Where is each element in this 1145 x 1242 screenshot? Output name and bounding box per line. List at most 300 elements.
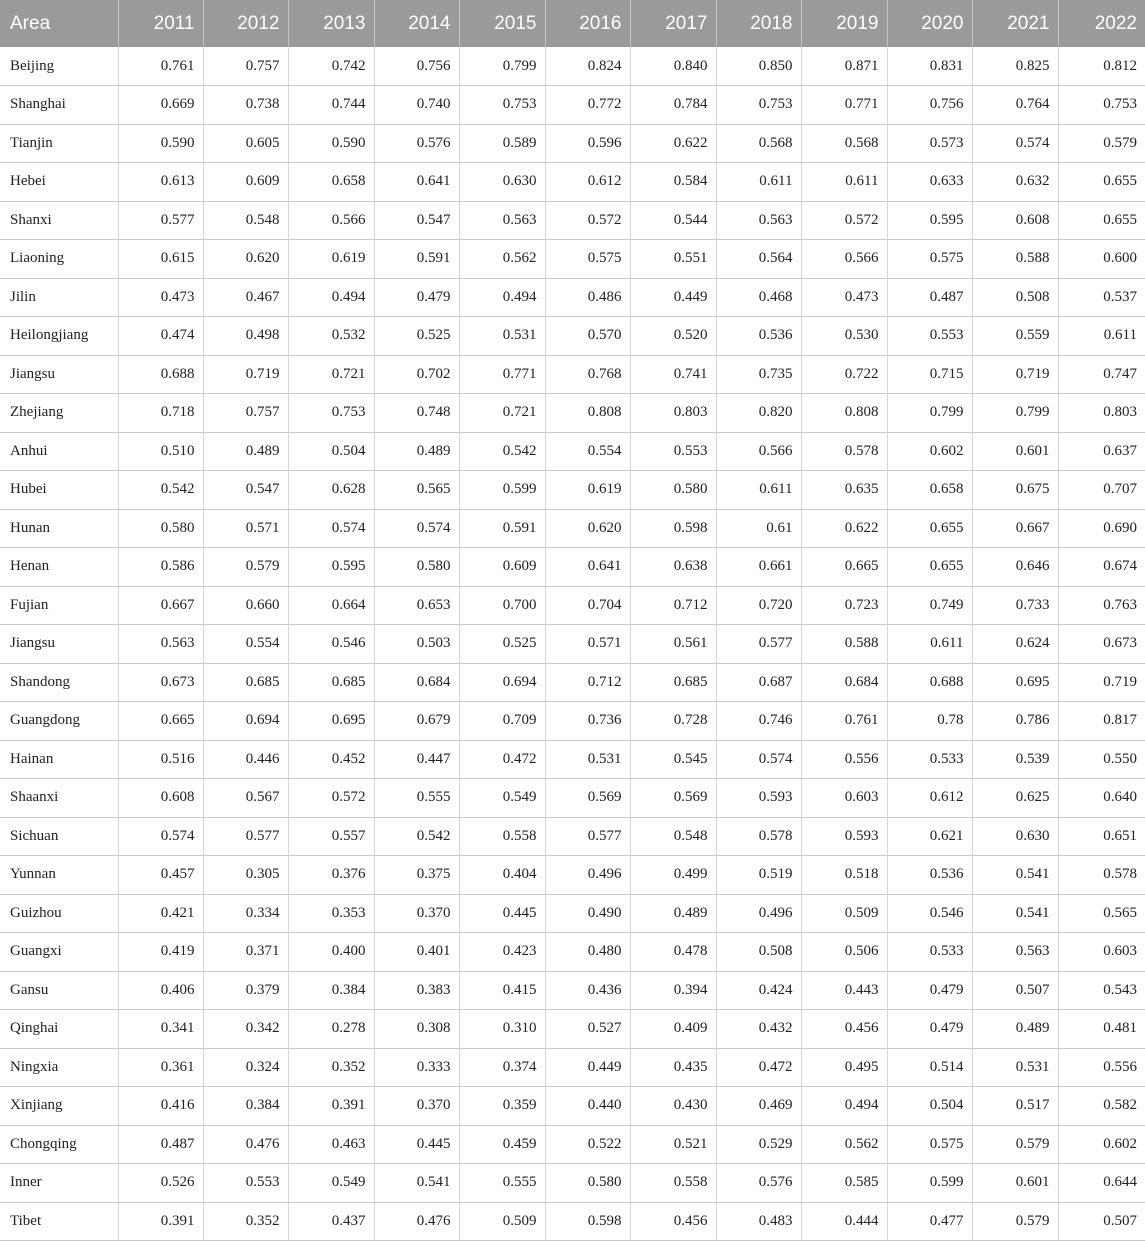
header-row [0,0,1145,47]
value-cell: 0.772 [545,86,630,125]
value-cell: 0.658 [288,163,374,202]
value-cell: 0.574 [716,740,801,779]
value-cell: 0.771 [459,355,545,394]
value-cell: 0.641 [374,163,459,202]
value-cell: 0.572 [801,201,887,240]
value-cell: 0.476 [374,1202,459,1241]
value-cell: 0.720 [716,586,801,625]
table-row [0,432,1145,471]
area-cell: Shanghai [0,86,118,125]
table-row [0,163,1145,202]
table-row [0,1010,1145,1049]
value-cell: 0.799 [887,394,972,433]
value-cell: 0.379 [203,971,288,1010]
value-cell: 0.561 [630,625,716,664]
value-cell: 0.430 [630,1087,716,1126]
value-cell: 0.600 [1058,240,1145,279]
table-row [0,201,1145,240]
value-cell: 0.496 [716,894,801,933]
value-cell: 0.359 [459,1087,545,1126]
value-cell: 0.533 [887,740,972,779]
value-cell: 0.567 [203,779,288,818]
value-cell: 0.334 [203,894,288,933]
value-cell: 0.690 [1058,509,1145,548]
value-cell: 0.784 [630,86,716,125]
value-cell: 0.721 [459,394,545,433]
table-row [0,1202,1145,1241]
area-cell: Shaanxi [0,779,118,818]
value-cell: 0.557 [288,817,374,856]
value-cell: 0.546 [288,625,374,664]
value-cell: 0.695 [288,702,374,741]
area-cell: Jilin [0,278,118,317]
value-cell: 0.575 [887,1125,972,1164]
value-cell: 0.508 [716,933,801,972]
value-cell: 0.625 [972,779,1058,818]
column-header-year: 2015 [459,0,545,47]
value-cell: 0.526 [118,1164,203,1203]
value-cell: 0.630 [459,163,545,202]
value-cell: 0.473 [118,278,203,317]
value-cell: 0.609 [203,163,288,202]
column-header-year: 2022 [1058,0,1145,47]
value-cell: 0.651 [1058,817,1145,856]
value-cell: 0.722 [801,355,887,394]
value-cell: 0.615 [118,240,203,279]
value-cell: 0.444 [801,1202,887,1241]
value-cell: 0.549 [288,1164,374,1203]
value-cell: 0.342 [203,1010,288,1049]
value-cell: 0.468 [716,278,801,317]
value-cell: 0.489 [630,894,716,933]
value-cell: 0.527 [545,1010,630,1049]
value-cell: 0.707 [1058,471,1145,510]
value-cell: 0.589 [459,124,545,163]
value-cell: 0.542 [459,432,545,471]
value-cell: 0.371 [203,933,288,972]
table-row [0,471,1145,510]
value-cell: 0.489 [203,432,288,471]
value-cell: 0.569 [630,779,716,818]
value-cell: 0.595 [288,548,374,587]
table-row [0,1164,1145,1203]
value-cell: 0.673 [1058,625,1145,664]
value-cell: 0.569 [545,779,630,818]
value-cell: 0.563 [118,625,203,664]
value-cell: 0.376 [288,856,374,895]
value-cell: 0.579 [972,1125,1058,1164]
value-cell: 0.753 [288,394,374,433]
value-cell: 0.507 [1058,1202,1145,1241]
value-cell: 0.757 [203,47,288,86]
value-cell: 0.562 [801,1125,887,1164]
value-cell: 0.522 [545,1125,630,1164]
value-cell: 0.831 [887,47,972,86]
value-cell: 0.700 [459,586,545,625]
value-cell: 0.547 [203,471,288,510]
value-cell: 0.370 [374,1087,459,1126]
value-cell: 0.310 [459,1010,545,1049]
value-cell: 0.640 [1058,779,1145,818]
area-cell: Jiangsu [0,625,118,664]
value-cell: 0.817 [1058,702,1145,741]
value-cell: 0.541 [972,856,1058,895]
value-cell: 0.469 [716,1087,801,1126]
value-cell: 0.602 [887,432,972,471]
value-cell: 0.456 [630,1202,716,1241]
value-cell: 0.749 [887,586,972,625]
area-cell: Chongqing [0,1125,118,1164]
value-cell: 0.443 [801,971,887,1010]
value-cell: 0.669 [118,86,203,125]
area-cell: Hebei [0,163,118,202]
table-row [0,586,1145,625]
value-cell: 0.384 [288,971,374,1010]
value-cell: 0.456 [801,1010,887,1049]
value-cell: 0.824 [545,47,630,86]
value-cell: 0.578 [716,817,801,856]
value-cell: 0.574 [288,509,374,548]
value-cell: 0.518 [801,856,887,895]
value-cell: 0.494 [459,278,545,317]
area-cell: Qinghai [0,1010,118,1049]
table-header [0,0,1145,47]
value-cell: 0.715 [887,355,972,394]
value-cell: 0.812 [1058,47,1145,86]
value-cell: 0.494 [801,1087,887,1126]
value-cell: 0.415 [459,971,545,1010]
value-cell: 0.721 [288,355,374,394]
value-cell: 0.602 [1058,1125,1145,1164]
value-cell: 0.603 [1058,933,1145,972]
value-cell: 0.61 [716,509,801,548]
area-cell: Ningxia [0,1048,118,1087]
value-cell: 0.533 [887,933,972,972]
value-cell: 0.684 [801,663,887,702]
value-cell: 0.661 [716,548,801,587]
value-cell: 0.478 [630,933,716,972]
value-cell: 0.472 [459,740,545,779]
value-cell: 0.486 [545,278,630,317]
value-cell: 0.655 [1058,163,1145,202]
value-cell: 0.525 [374,317,459,356]
value-cell: 0.361 [118,1048,203,1087]
value-cell: 0.401 [374,933,459,972]
value-cell: 0.808 [545,394,630,433]
value-cell: 0.613 [118,163,203,202]
value-cell: 0.548 [630,817,716,856]
value-cell: 0.655 [887,509,972,548]
value-cell: 0.352 [288,1048,374,1087]
table-row [0,548,1145,587]
value-cell: 0.556 [801,740,887,779]
value-cell: 0.572 [288,779,374,818]
value-cell: 0.440 [545,1087,630,1126]
value-cell: 0.573 [887,124,972,163]
value-cell: 0.541 [972,894,1058,933]
value-cell: 0.763 [1058,586,1145,625]
value-cell: 0.559 [972,317,1058,356]
column-header-year: 2019 [801,0,887,47]
table-row [0,702,1145,741]
value-cell: 0.449 [630,278,716,317]
value-cell: 0.733 [972,586,1058,625]
value-cell: 0.630 [972,817,1058,856]
value-cell: 0.598 [545,1202,630,1241]
table-row [0,394,1145,433]
table-row [0,1125,1145,1164]
value-cell: 0.531 [972,1048,1058,1087]
area-cell: Hainan [0,740,118,779]
value-cell: 0.499 [630,856,716,895]
value-cell: 0.771 [801,86,887,125]
value-cell: 0.550 [1058,740,1145,779]
value-cell: 0.436 [545,971,630,1010]
value-cell: 0.747 [1058,355,1145,394]
value-cell: 0.744 [288,86,374,125]
value-cell: 0.719 [203,355,288,394]
value-cell: 0.551 [630,240,716,279]
value-cell: 0.576 [716,1164,801,1203]
value-cell: 0.611 [716,163,801,202]
value-cell: 0.658 [887,471,972,510]
value-cell: 0.406 [118,971,203,1010]
value-cell: 0.487 [118,1125,203,1164]
value-cell: 0.553 [630,432,716,471]
value-cell: 0.709 [459,702,545,741]
area-cell: Zhejiang [0,394,118,433]
table-row [0,509,1145,548]
value-cell: 0.612 [887,779,972,818]
value-cell: 0.619 [288,240,374,279]
value-cell: 0.473 [801,278,887,317]
value-cell: 0.665 [801,548,887,587]
value-cell: 0.609 [459,548,545,587]
value-cell: 0.510 [118,432,203,471]
value-cell: 0.504 [288,432,374,471]
value-cell: 0.740 [374,86,459,125]
value-cell: 0.547 [374,201,459,240]
area-cell: Xinjiang [0,1087,118,1126]
value-cell: 0.383 [374,971,459,1010]
area-cell: Sichuan [0,817,118,856]
value-cell: 0.577 [545,817,630,856]
area-cell: Guizhou [0,894,118,933]
area-cell: Tianjin [0,124,118,163]
value-cell: 0.479 [887,971,972,1010]
value-cell: 0.684 [374,663,459,702]
value-cell: 0.723 [801,586,887,625]
value-cell: 0.673 [118,663,203,702]
value-cell: 0.753 [716,86,801,125]
value-cell: 0.580 [630,471,716,510]
value-cell: 0.446 [203,740,288,779]
table-row [0,779,1145,818]
value-cell: 0.595 [887,201,972,240]
value-cell: 0.563 [972,933,1058,972]
value-cell: 0.637 [1058,432,1145,471]
column-header-year: 2020 [887,0,972,47]
value-cell: 0.579 [203,548,288,587]
value-cell: 0.558 [459,817,545,856]
value-cell: 0.400 [288,933,374,972]
value-cell: 0.577 [203,817,288,856]
value-cell: 0.638 [630,548,716,587]
value-cell: 0.736 [545,702,630,741]
value-cell: 0.611 [887,625,972,664]
value-cell: 0.742 [288,47,374,86]
value-cell: 0.548 [203,201,288,240]
table-row [0,240,1145,279]
area-cell: Hubei [0,471,118,510]
value-cell: 0.572 [545,201,630,240]
value-cell: 0.341 [118,1010,203,1049]
value-cell: 0.808 [801,394,887,433]
value-cell: 0.612 [545,163,630,202]
value-cell: 0.664 [288,586,374,625]
value-cell: 0.850 [716,47,801,86]
column-header-area: Area [0,0,118,47]
value-cell: 0.517 [972,1087,1058,1126]
value-cell: 0.601 [972,1164,1058,1203]
value-cell: 0.735 [716,355,801,394]
value-cell: 0.585 [801,1164,887,1203]
column-header-year: 2011 [118,0,203,47]
value-cell: 0.479 [887,1010,972,1049]
value-cell: 0.536 [716,317,801,356]
value-cell: 0.308 [374,1010,459,1049]
value-cell: 0.563 [716,201,801,240]
value-cell: 0.665 [118,702,203,741]
value-cell: 0.840 [630,47,716,86]
value-cell: 0.575 [887,240,972,279]
value-cell: 0.644 [1058,1164,1145,1203]
value-cell: 0.655 [1058,201,1145,240]
value-cell: 0.712 [630,586,716,625]
value-cell: 0.490 [545,894,630,933]
area-cell: Gansu [0,971,118,1010]
value-cell: 0.803 [1058,394,1145,433]
value-cell: 0.646 [972,548,1058,587]
value-cell: 0.719 [972,355,1058,394]
value-cell: 0.586 [118,548,203,587]
value-cell: 0.556 [1058,1048,1145,1087]
value-cell: 0.479 [374,278,459,317]
value-cell: 0.531 [459,317,545,356]
value-cell: 0.633 [887,163,972,202]
area-cell: Guangxi [0,933,118,972]
value-cell: 0.688 [118,355,203,394]
value-cell: 0.820 [716,394,801,433]
value-cell: 0.324 [203,1048,288,1087]
value-cell: 0.685 [630,663,716,702]
value-cell: 0.404 [459,856,545,895]
value-cell: 0.519 [716,856,801,895]
value-cell: 0.445 [459,894,545,933]
value-cell: 0.628 [288,471,374,510]
value-cell: 0.472 [716,1048,801,1087]
value-cell: 0.495 [801,1048,887,1087]
value-cell: 0.78 [887,702,972,741]
value-cell: 0.566 [801,240,887,279]
value-cell: 0.525 [459,625,545,664]
table-row [0,1048,1145,1087]
value-cell: 0.588 [801,625,887,664]
value-cell: 0.384 [203,1087,288,1126]
value-cell: 0.768 [545,355,630,394]
value-cell: 0.598 [630,509,716,548]
value-cell: 0.588 [972,240,1058,279]
value-cell: 0.580 [545,1164,630,1203]
value-cell: 0.695 [972,663,1058,702]
value-cell: 0.694 [203,702,288,741]
value-cell: 0.449 [545,1048,630,1087]
value-cell: 0.546 [887,894,972,933]
value-cell: 0.667 [118,586,203,625]
value-cell: 0.688 [887,663,972,702]
table-row [0,894,1145,933]
value-cell: 0.463 [288,1125,374,1164]
value-cell: 0.391 [118,1202,203,1241]
table-row [0,1087,1145,1126]
table-row [0,317,1145,356]
value-cell: 0.514 [887,1048,972,1087]
value-cell: 0.624 [972,625,1058,664]
value-cell: 0.622 [630,124,716,163]
value-cell: 0.496 [545,856,630,895]
value-cell: 0.574 [118,817,203,856]
value-cell: 0.566 [288,201,374,240]
column-header-year: 2021 [972,0,1058,47]
value-cell: 0.545 [630,740,716,779]
value-cell: 0.577 [118,201,203,240]
value-cell: 0.508 [972,278,1058,317]
area-cell: Jiangsu [0,355,118,394]
area-cell: Heilongjiang [0,317,118,356]
area-cell: Shandong [0,663,118,702]
value-cell: 0.756 [887,86,972,125]
value-cell: 0.543 [1058,971,1145,1010]
value-cell: 0.608 [118,779,203,818]
value-cell: 0.675 [972,471,1058,510]
value-cell: 0.529 [716,1125,801,1164]
value-cell: 0.352 [203,1202,288,1241]
value-cell: 0.611 [716,471,801,510]
value-cell: 0.409 [630,1010,716,1049]
area-cell: Fujian [0,586,118,625]
value-cell: 0.593 [716,779,801,818]
value-cell: 0.483 [716,1202,801,1241]
value-cell: 0.621 [887,817,972,856]
value-cell: 0.718 [118,394,203,433]
value-cell: 0.457 [118,856,203,895]
value-cell: 0.579 [1058,124,1145,163]
value-cell: 0.719 [1058,663,1145,702]
value-cell: 0.562 [459,240,545,279]
value-cell: 0.580 [374,548,459,587]
value-cell: 0.746 [716,702,801,741]
table-row [0,740,1145,779]
value-cell: 0.679 [374,702,459,741]
value-cell: 0.575 [545,240,630,279]
value-cell: 0.553 [887,317,972,356]
value-cell: 0.544 [630,201,716,240]
value-cell: 0.764 [972,86,1058,125]
value-cell: 0.564 [716,240,801,279]
value-cell: 0.590 [118,124,203,163]
value-cell: 0.825 [972,47,1058,86]
value-cell: 0.577 [716,625,801,664]
